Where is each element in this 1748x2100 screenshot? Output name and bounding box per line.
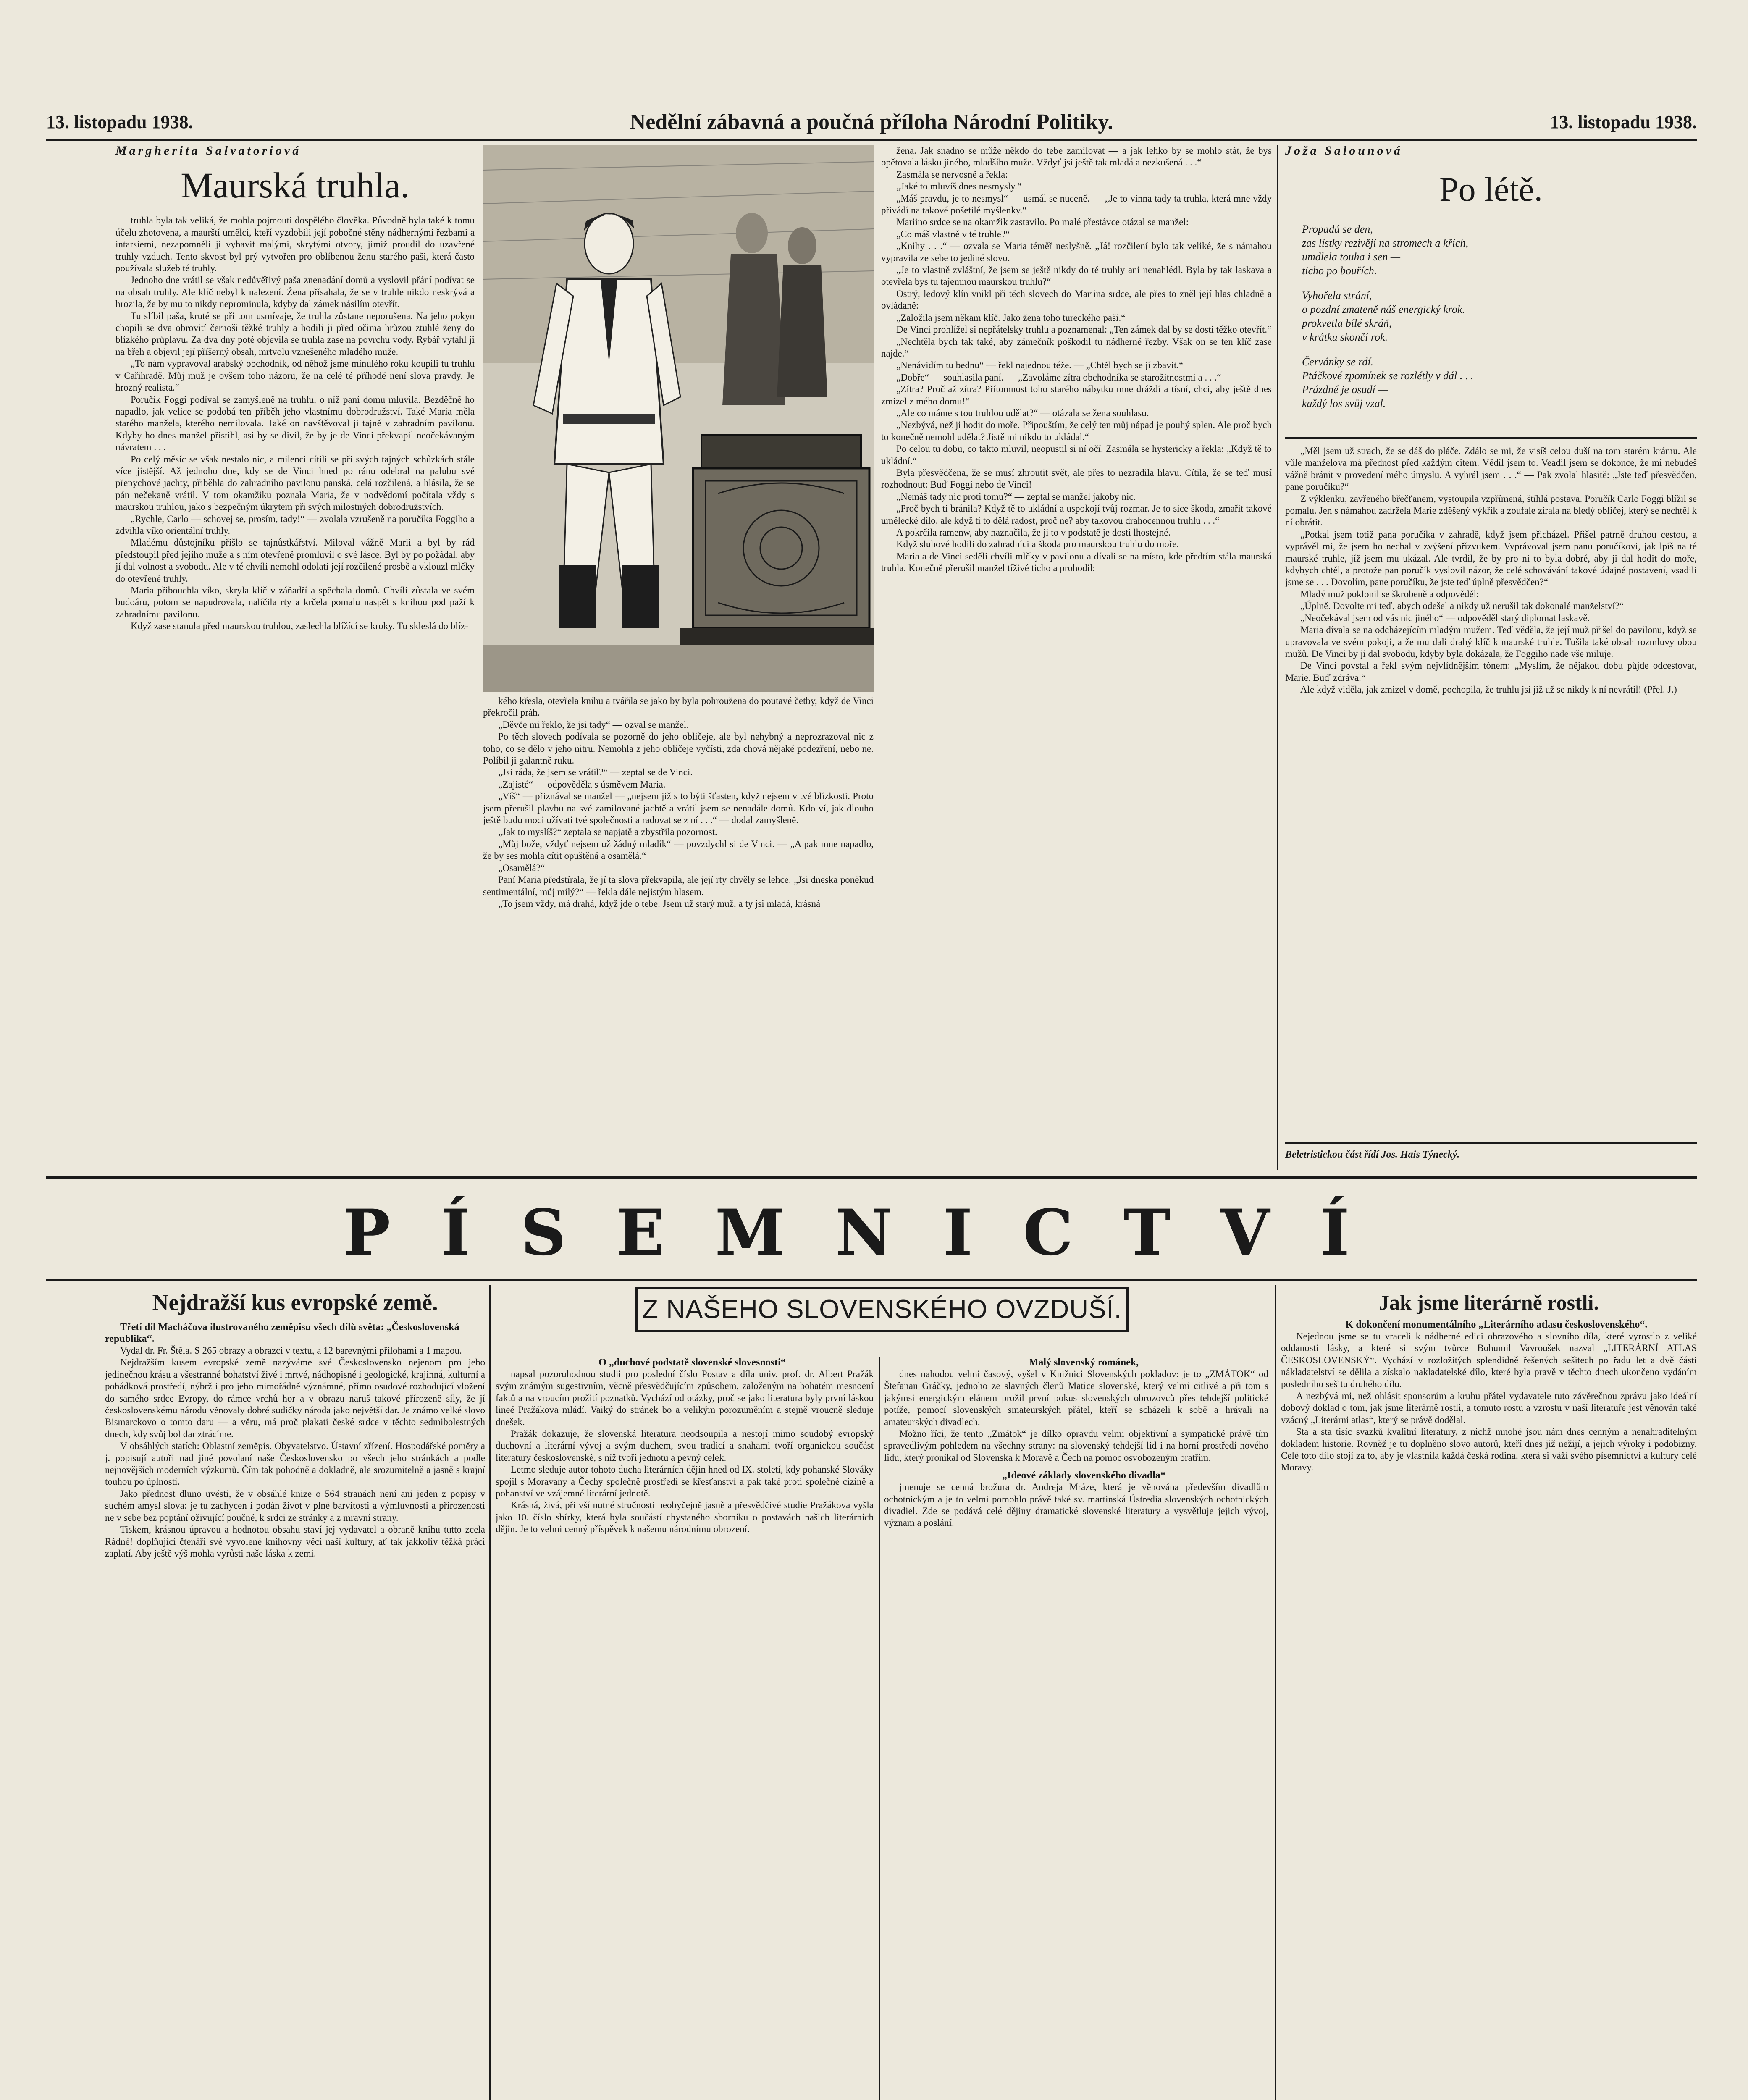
story-paragraph: Když zase stanula před maurskou truhlou, zaslechla blížící se kroky. Tu skleslá do blíz- [131, 621, 468, 632]
story-end-text [1285, 445, 1697, 696]
poem-stanza [1302, 289, 1697, 344]
header-title: Nedělní zábavná a poučná příloha Národní Politiky. [630, 110, 1113, 134]
column-divider-2 [489, 1285, 491, 2100]
zeme-paragraph: Jako přednost dluno uvésti, že v obsáhlé knize o 564 stranách není ani jeden z popisy v suchém amysl slova: je tu zachycen i podán život v plné barvitosti a výmluvnosti a přirozenosti ne v sebe bez poptání oživující poučné, k srdci ze stránky a z mravní strany. [105, 1488, 485, 1523]
story-paragraph: Maria a de Vinci seděli chvíli mlčky v pavilonu a dívali se na místo, kde předtím stála maurská truhla. Konečně přerušil manžel tíživé ticho a prohodil: [881, 551, 1272, 574]
story-column-3-text [881, 145, 1272, 575]
story-paragraph: Tu slíbil paša, kruté se při tom usmívaje, že truhla zůstane neporušena. Na jeho pokyn chopili se dva obrovití černoši těžké truhly a hodili ji před očima hrůzou ztuhlé ženy do blízkého průplavu. Za dva dny poté objevila se truhla zase na povrchu vody. Rybář vytáhl ji na břeh a objevil její příšerný obsah, mrtvolu vznešeného mladého muže. [115, 310, 475, 357]
editor-signature: Beletristickou část řídí Jos. Hais Týnecký. [1285, 1149, 1460, 1160]
story-paragraph: Poručík Foggi podíval se zamyšleně na truhlu, o níž paní domu mluvila. Bezděčně ho napadlo, jak velice se podobá ten příběh jeho vlastnímu dobrodružství. Také Maria měla starého manžela, kterého nemilovala. Také on navštěvoval ji tajně v zahradním pavilonu. Kdyby ho dnes manžel přistihl, asi by se divil, že by je de Vinci překvapil neočekávaným návratem . . . [115, 394, 475, 453]
poem-author: Joža Salounová [1285, 145, 1403, 158]
poem-line: umdlela touha i sen — [1302, 251, 1400, 263]
column-divider-4 [1275, 1285, 1276, 2100]
story-paragraph: De Vinci povstal a řekl svým nejvlídnějším tónem: „Myslím, že nějakou dobu půjde odcestovat, Marie. Buď zdráva.“ [1285, 660, 1697, 683]
story-paragraph: Jednoho dne vrátil se však nedůvěřivý paša znenadání domů a vyslovil přání podívat se na obsah truhly. Ale klíč nebyl k nalezení. Žena přísahala, že se v truhle nikdo neskrývá a hrozila, že by mu to nikdy neprominula, kdyby dal zámek násilím otevřít. [115, 275, 475, 310]
story-column-1 [115, 145, 475, 1170]
section-rule-top [46, 1176, 1697, 1179]
poem-stanzas [1302, 222, 1697, 410]
poem-line: Červánky se rdí. [1302, 356, 1374, 368]
story-paragraph: „Založila jsem někam klíč. Jako žena toho tureckého paši.“ [896, 312, 1126, 323]
story-paragraph: Mladému důstojníku přišlo se tajnůstkářství. Miloval vážně Marii a byl by rád předstoupil před jejího muže a s ním otevřeně promluvil o své lásce. Byl by po požádal, aby jí dal volnost a svobodu. Ale v té chvíli nemohl odolati její rozčilené prosbě a vklouzl mlčky do otevřené truhly. [115, 537, 475, 584]
story-paragraph: „Nezbývá, než ji hodit do moře. Připouštím, že celý ten můj nápad je pouhý splen. Ale proč bych to konečně nemohl udělat? Jistě mi nikdo to ukládal.“ [881, 420, 1272, 442]
story-paragraph: „Víš“ — přiznával se manžel — „nejsem již s to býti šťasten, když nejsem v tvé blízkosti. Proto jsem přerušil plavbu na své zamilované jachtě a vrátil jsem se nenadále domů. Kdo ví, jak dlouho ještě budu moci užívati tvé společnosti a radovat se z ní . . .“ — dodal zamyšleně. [483, 791, 874, 826]
zeme-paragraph: Vydal dr. Fr. Štěla. S 265 obrazy a obrazci v textu, a 12 barevnými přílohami a 1 mapou. [120, 1345, 462, 1356]
section-rule-bottom [46, 1279, 1697, 1281]
signature-rule [1285, 1142, 1697, 1144]
story-paragraph: „To jsem vždy, má drahá, když jde o tebe. Jsem už starý muž, a ty jsi mladá, krásná [498, 898, 821, 909]
story-paragraph: Mariino srdce se na okamžik zastavilo. Po malé přestávce otázal se manžel: [896, 217, 1189, 228]
poem-block [1285, 145, 1697, 430]
story-paragraph: truhla byla tak veliká, že mohla pojmouti dospělého člověka. Původně byla také k tomu účelu zhotovena, a maurští umělci, kteří vyzdobili její pobočné stěny nádhernými řezbami a intarsiemi, nezapomněli ji vybavit malými, skrytými otvory, jimiž proudil do uzavřené truhly vzduch. Tento skvost byl prý vytvořen pro oblíbenou ženu starého paši, která často používala služeb té truhly. [115, 215, 475, 274]
ovzdusi-paragraph: Možno říci, že tento „Zmátok“ je dílko opravdu velmi objektivní a sympatické právě tím spravedlivým pohledem na všechny strany: na slovenský tehdejší lid i na horní prostředí nového lidu, který pronikal od Slovenska k Moravě a Čech na pomoc osvobozeným bratřím. [884, 1428, 1268, 1463]
poem-line: prokvetla bílé skráň, [1302, 317, 1392, 330]
ovzdusi-paragraph: jmenuje se cenná brožura dr. Andreja Mráze, která je věnována především divadlům ochotnickým a je to velmi pomohlo právě také sv. martinská Ústredia slovenských ochotnických divadiel. Zde se podává celé dějiny dramatické slovenské literatury a vysvětluje jejich vývoj, význam a poslání. [884, 1482, 1268, 1528]
story-paragraph: „Knihy . . .“ — ozvala se Maria téměř neslyšně. „Já! rozčilení bylo tak veliké, že s námahou vypravila ze sebe to jediné slovo. [881, 241, 1272, 263]
story-paragraph: „Co máš vlastně v té truhle?“ [896, 228, 1010, 239]
running-header [46, 107, 1697, 136]
story-title: Maurská truhla. [181, 165, 409, 206]
story-paragraph: A pokrčila ramenw, aby naznačila, že ji to v podstatě je dosti lhostejné. [896, 527, 1171, 538]
poem-line: Propadá se den, [1302, 223, 1373, 236]
header-date-right: 13. listopadu 1938. [1550, 112, 1697, 132]
poem-line: o pozdní zmateně náš energický krok. [1302, 303, 1465, 316]
zeme-subtitle: Třetí díl Macháčova ilustrovaného zeměpisu všech dílů světa: „Československá republika“. [105, 1322, 459, 1344]
ovzdusi-b-title: Malý slovenský románek, [1029, 1357, 1139, 1368]
section-title-pisemnictvi: PÍSEMNICTVÍ [343, 1196, 1400, 1270]
ovzdusi-a-title: O „duchové podstatě slovenské slovesnosti“ [598, 1357, 786, 1368]
poem-line: Prázdné je osudí — [1302, 383, 1388, 396]
story-paragraph: „Zítra? Proč až zítra? Přítomnost toho starého nábytku mne dráždí a tísní, chci, aby ještě dnes zmizel z mého domu!“ [881, 384, 1272, 407]
zeme-article [105, 1285, 485, 2100]
illustration-drawing [483, 145, 874, 692]
story-paragraph: „Úplně. Dovolte mi teď, abych odešel a nikdy už nerušil tak dokonalé manželství?“ [1300, 601, 1624, 612]
story-paragraph: „Nechtěla bych tak také, aby zámečník poškodil tu nádherné řezby. Však on se ten klíč zase najde.“ [881, 336, 1272, 359]
story-paragraph: „Můj bože, vždyť nejsem už žádný mladík“ — povzdychl si de Vinci. — „A pak mne napadlo, že by ses mohla cítit opuštěná a osamělá.“ [483, 838, 874, 861]
story-paragraph: „Zajisté“ — odpověděla s úsměvem Maria. [498, 779, 666, 790]
poem-stanza [1302, 222, 1697, 278]
story-paragraph: žena. Jak snadno se může někdo do tebe zamilovat — a jak lehko by se mohlo stát, že bys opětovala lásku jiného, mladšího muže. Vždyť jsi ještě tak mladá a nezkušená . . .“ [881, 145, 1272, 168]
story-paragraph: Maria přibouchla víko, skryla klíč v záňadří a spěchala domů. Chvíli zůstala ve svém budoáru, potom se napudrovala, nalíčila rty a krčela pomalu naspět s knihou pod paží k zahradnímu pavilonu. [115, 585, 475, 620]
zeme-title: Nejdražší kus evropské země. [152, 1290, 438, 1315]
story-paragraph: „Měl jsem už strach, že se dáš do pláče. Zdálo se mi, že visíš celou duší na tom starém krámu. Ale vůle manželova má přednost před každým citem. Vědíl jsem to. Veadil jsem se dokonce, že mi nebudeš vážně bránit v provedení mého úmyslu. A vyhrál jsem . . .“ — Pak zvolal hlasitě: „Jste teď přesvědčen, pane poručíku?“ [1285, 446, 1697, 492]
rostli-article [1281, 1285, 1697, 2100]
rostli-paragraph: Sta a sta tisíc svazků kvalitní literatury, z nichž mnohé jsou nám dnes cenným a nenahraditelným dokladem historie. Rovněž je tu doplněno slovo autorů, kteří dnes již nežijí, a jejich výroky i podobizny. Celé toto dílo stojí za to, aby je vlastnila každá česká rodina, která si váží svého písemnictví a kultury celé Moravy. [1281, 1426, 1697, 1473]
story-paragraph: „Osamělá?“ [498, 862, 545, 873]
poem-rule [1285, 437, 1697, 439]
header-rule [46, 139, 1697, 141]
story-paragraph: Po celý měsíc se však nestalo nic, a milenci cítili se při svých tajných schůzkách stále více jistější. Až jednoho dne, kdy se de Vinci hned po ránu odebral na palubu své přepychové jachty, přiběhla do zahradního pavilonu panská, celá rozčilená, a hlásila, že se pán nečekaně vrátil. V tom okamžiku poznala Maria, že v podvědomí počítala vždy s maurskou truhlou, jako s bezpečným úkrytem při svých milostných dobrodružstvích. [115, 454, 475, 512]
rostli-title: Jak jsme literárně rostli. [1379, 1291, 1599, 1314]
header-date-left: 13. listopadu 1938. [46, 112, 193, 132]
story-paragraph: „Neočekával jsem od vás nic jiného“ — odpověděl starý diplomat laskavě. [1300, 612, 1590, 623]
column-divider-3 [879, 1357, 880, 2100]
ovzdusi-paragraph: napsal pozoruhodnou studii pro poslední číslo Postav a díla univ. prof. dr. Albert Pražák svým známým sugestivním, věcně přesvědčujícím způsobem, založeným na bohatém mesnoení faktů a na vroucím prožití poznatků. Vychází od otázky, proč se jako literatura byly první láskou lineé Pražákova mládí. Vaiký do stránek bo a velikým porozuměním a stejně vroucně sleduje dnešek. [496, 1369, 874, 1427]
story-paragraph: „Nenávidím tu bednu“ — řekl najednou téže. — „Chtěl bych se jí zbavit.“ [896, 360, 1184, 371]
story-end-column [1285, 445, 1697, 1126]
ovzdusi-a-text [496, 1368, 874, 1536]
poem-title: Po létě. [1439, 170, 1543, 209]
story-paragraph: Byla přesvědčena, že se musí zhroutit svět, ale přes to nezradila hlavu. Cítila, že se teď musí rozhodnout: Buď Foggi nebo de Vinci! [881, 467, 1272, 490]
story-paragraph: „Potkal jsem totiž pana poručíka v zahradě, když jsem přicházel. Přišel patrně druhou cestou, a vyprávěl mi, že jsem ho nechal v zvýšení přízvukem. Vyprávoval jsem panu poručíkovi, jak lpíš na té maurské truhle, jíž jsem mu ukázal. Ale tvrdil, že by pro ni to byla dobré, aby ji dal hodit do moře, kdybych chtěl, a protože pan poručík vyslovil názor, že celé schovávání takové údajné postavení, vsadili jsme se . . . Dovolím, pane poručíku, že jste teď úplně přesvědčen?“ [1285, 529, 1697, 588]
rostli-text [1281, 1331, 1697, 1474]
story-paragraph: De Vinci prohlížel si nepřátelsky truhlu a poznamenal: „Ten zámek dal by se dosti těžko otevřít.“ [896, 324, 1272, 335]
zeme-paragraph: Nejdražším kusem evropské země nazýváme své Československo nejenom pro jeho jedinečnou krásu a všestranné bohatství živé i mrtvé, nádhopisné i geologické, krajinná, kulturní a pohádková prostředí, nýbrž i pro jeho mimořádně význámné, přímo osudové rozhodující vložení do samého srdce Evropy, do rámce vrchů hor a v obrazu naruš takové přírozeně síly, že jí československému národu věnovaly dobré sudičky národa jako největší dar. Je známo velké slovo Bismarckovo o tomto daru — a věru, má proč plakati české srdce v těchto sedmibolestných dnech, kdy svůj bol dar ztrácíme. [105, 1357, 485, 1439]
story-paragraph: „Děvče mi řeklo, že jsi tady“ — ozval se manžel. [498, 719, 689, 730]
story-paragraph: Když sluhové hodili do zahradníci a škoda pro maurskou truhlu do moře. [896, 539, 1179, 550]
story-illustration [483, 145, 874, 692]
story-paragraph: „To nám vypravoval arabský obchodník, od něhož jsme minulého roku koupili tu truhlu v Cařihradě. Můj muž je ovšem toho názoru, že na celé té příhodě není slova pravdy. Je hrozný realista.“ [115, 358, 475, 393]
story-paragraph: Mladý muž poklonil se škrobeně a odpověděl: [1300, 588, 1479, 599]
ovzdusi-b-title-2: „Ideové základy slovenského divadla“ [1002, 1470, 1165, 1481]
ovzdusi-paragraph: Letmo sleduje autor tohoto ducha literárních dějin hned od IX. století, kdy pohanské Slováky spojil s Moravany a Čechy společně prostředí se křesťanství a pak také proti společné cizině a pohanství ve vzájemné literární jednotě. [496, 1464, 874, 1499]
signature-block [1285, 1149, 1697, 1166]
story-paragraph: Zasmála se nervosně a řekla: [896, 169, 1008, 180]
ovzdusi-b2-text [884, 1481, 1268, 1529]
story-paragraph: Maria dívala se na odcházejícím mladým mužem. Teď věděla, že její muž přišel do pavilonu, když se upravovala ve svém pokoji, a že mu dali drahý klíč k maurské truhle. Tušila také obsah rozmluvy obou mužů. De Vinci by ji dal svobodu, kdyby byla dokázala, že Foggiho nade vše miluje. [1285, 625, 1697, 659]
zeme-paragraph: Tiskem, krásnou úpravou a hodnotou obsahu staví jej vydavatel a obraně knihu tutto zcela Rádné! doplňující čtenáři své vyvolené knihovny věcí naší kultury, ať tak jakkoliv těžká práci zaplatí. Aby ještě výš mohla vyrůsti naše láska k zemi. [105, 1524, 485, 1559]
rostli-paragraph: Nejednou jsme se tu vraceli k nádherné edici obrazového a slovního díla, které vyrostlo z veliké oddanosti lásky, a které si svým tvůrce Bohumil Vavroušek nazval „LITERÁRNÍ ATLAS ČESKOSLOVENSKÝ“. Vychází v rozložitých splendidně řešených sešitech po řadu let a dvě části nákladatelství se dělila a získalo nakladatelské dílo, které byla pravě v těchto dnech ukončeno vydáním posledního sešitu druhého dílu. [1281, 1331, 1697, 1389]
rostli-paragraph: A nezbývá mi, než ohlásit sponsorům a kruhu přátel vydavatele tuto závěrečnou zprávu jako ideální dobový doklad o tom, jak jsme literárně rostli, a tomuto rostu a vzrostu v naší literatuře jest věnován také vzácný „Literárni atlas“, který se právě dodělal. [1281, 1391, 1697, 1425]
story-paragraph: Po celou tu dobu, co takto mluvil, neopustil si ní očí. Zasmála se hystericky a řekla: „Když tě to ukládní.“ [881, 444, 1272, 466]
story-column-1-text [115, 215, 475, 632]
story-paragraph: Z výklenku, zavřeného břečťanem, vystoupila vzpřímená, štíhlá postava. Poručík Carlo Foggi blížil se pomalu. Jen s námahou zadržela Marie zděšený výkřik a zoufale zírala na bledý obličej, který se nechtěl k ní obrátit. [1285, 493, 1697, 528]
poem-line: každý los svůj vzal. [1302, 397, 1386, 410]
ovzdusi-paragraph: Krásná, živá, při vší nutné stručnosti neobyčejně jasně a přesvědčivé studie Pražákova vyšla jako 10. číslo sbírky, která byla součástí chystaného sborníku o postavách našich literárních dějin. Je to velmi cenný příspěvek k našemu národnímu obrození. [496, 1500, 874, 1535]
story-column-2-text [483, 695, 874, 910]
story-paragraph: kého křesla, otevřela knihu a tvářila se jako by byla pohroužena do poutavé četby, když de Vinci překročil práh. [483, 696, 874, 718]
poem-line: v krátku skončí rok. [1302, 331, 1388, 344]
story-author: Margherita Salvatoriová [115, 145, 302, 158]
story-paragraph: „Rychle, Carlo — schovej se, prosím, tady!“ — zvolala vzrušeně na poručíka Foggiho a zdvihla víko orientální truhly. [115, 513, 475, 536]
story-paragraph: Po těch slovech podívala se pozorně do jeho obličeje, ale byl nehybný a neprozrazoval nic z toho, co se dělo v jeho nitru. Nemohla z jeho obličeje vyčísti, zda chová nějaké podezření, nebo ne. Políbil ji galantně ruku. [483, 731, 874, 766]
poem-line: Vyhořela strání, [1302, 289, 1372, 302]
poem-stanza [1302, 355, 1697, 410]
story-paragraph: Ale když viděla, jak zmizel v domě, pochopila, že truhlu jsi již už se nikdy k ní nevrátil! (Přel. J.) [1300, 684, 1677, 695]
story-paragraph: Paní Maria předstírala, že jí ta slova překvapila, ale její rty chvěly se lehce. „Jsi dneska poněkud sentimentální, můj milý?“ — řekla dále nejistým hlasem. [483, 874, 874, 897]
poem-line: ticho po bouřích. [1302, 265, 1377, 277]
poem-line: Ptáčkové zpomínek se rozlétly v dál . . . [1302, 370, 1474, 382]
story-paragraph: „Dobře“ — souhlasila paní. — „Zavoláme zítra obchodníka se starožitnostmi a . . .“ [896, 372, 1221, 383]
story-column-3 [881, 145, 1272, 1170]
story-paragraph: „Máš pravdu, je to nesmysl“ — usmál se nuceně. — „Je to vinna tady ta truhla, která mne vždy přivádí na takové pošetilé myšlenky.“ [881, 193, 1272, 216]
poem-line: zas lístky rezivějí na stromech a křích, [1302, 237, 1468, 249]
zeme-text [105, 1345, 485, 1559]
column-divider [1277, 145, 1278, 1170]
ovzdusi-box-title: Z NAŠEHO SLOVENSKÉHO OVZDUŠÍ. [635, 1287, 1129, 1332]
story-paragraph: „Jsi ráda, že jsem se vrátil?“ — zeptal se de Vinci. [498, 767, 693, 778]
story-paragraph: „Jak to myslíš?“ zeptala se napjatě a zbystřila pozornost. [498, 827, 717, 837]
ovzdusi-column-b [884, 1357, 1268, 2100]
ovzdusi-column-a [496, 1357, 874, 2100]
ovzdusi-paragraph: dnes nahodou velmi časový, vyšel v Knižnici Slovenských pokladov: je to „ZMÁTOK“ od Štefanan Gráčky, jednoho ze slavných členů Matice slovenské, který velmi citlivé a při tom s jakýmsi energickým elánem prožil první pokus slovenských obrozovců přes tehdejší politické potíže, pomocí slovenských smateurských přátel, kteří se scházeli k sobě a hrávali na amateurských divadlech. [884, 1369, 1268, 1427]
story-paragraph: „Je to vlastně zvláštní, že jsem se ještě nikdy do té truhly ani nenahlédl. Byla by tak laskava a otevřela bys tu tajemnou maurskou truhlu?“ [881, 265, 1272, 287]
story-paragraph: „Nemáš tady nic proti tomu?“ — zeptal se manžel jakoby nic. [896, 491, 1136, 502]
story-paragraph: Ostrý, ledový klín vnikl při těch slovech do Mariina srdce, ale přes to zněl její hlas chladně a ovládaně: [881, 288, 1272, 311]
story-paragraph: „Proč bych ti bránila? Když tě to ukládní a uspokojí tvůj rozmar. Je to sice škoda, zmařit takové umělecké dílo. ale když ti to dělá radost, proč ne? aby takovou drahocennou truhlu . . .“ [881, 503, 1272, 526]
ovzdusi-b-text [884, 1368, 1268, 1464]
zeme-paragraph: V obsáhlých statích: Oblastní zeměpis. Obyvatelstvo. Ústavní zřízení. Hospodářské poměry a j. popisují autoři nad jiné povolaní naše Československo po všech jeho stránkách a podle nejnovějších moderních výzkumů. Čím tak pohodně a dokladně, ale srozumitelně a jasně s krajní touhou po úplnosti. [105, 1441, 485, 1487]
story-column-2 [483, 695, 874, 1170]
ovzdusi-paragraph: Pražák dokazuje, že slovenská literatura neodsoupila a nestojí mimo soudobý evropský duchovní a literární vývoj a svým duchem, svou tradicí a snahami tvoří organickou součást literatury československé, s níž tvoří jednotu a pevný celek. [496, 1428, 874, 1463]
story-paragraph: „Jaké to mluvíš dnes nesmysly.“ [896, 181, 1022, 192]
story-paragraph: „Ale co máme s tou truhlou udělat?“ — otázala se žena souhlasu. [896, 407, 1149, 418]
rostli-subtitle: K dokončení monumentálního „Literárního atlasu československého“. [1345, 1319, 1648, 1330]
